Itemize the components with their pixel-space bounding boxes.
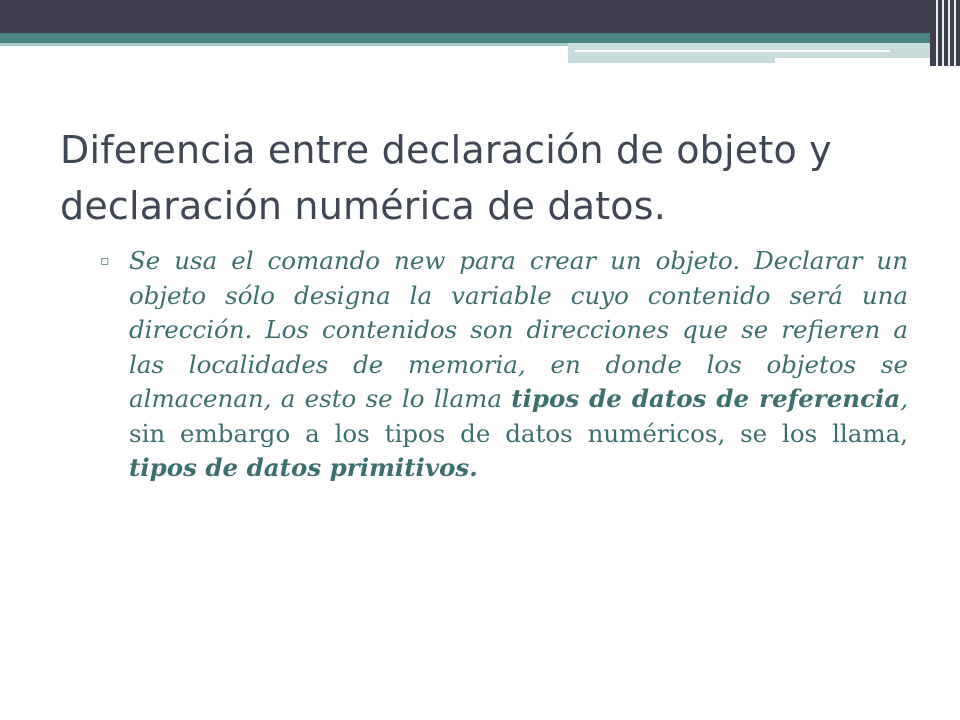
body-text-regular: sin embargo a los tipos de datos numéricos, se los llama, <box>129 418 908 448</box>
bullet-item <box>100 244 908 486</box>
emphasis-reference-types: tipos de datos de referencia <box>511 384 901 413</box>
body-text-italic: Se usa el comando new para crear un objeto. Declarar un objeto sólo designa la variable cuyo contenido será una dirección. Los contenidos son direcciones que se refieren a las localidades de memoria, en donde los objetos se almacenan, a esto se lo llama <box>129 246 908 413</box>
emphasis-primitive-types: tipos de datos primitivos. <box>129 453 478 482</box>
header-tab-line <box>575 50 890 52</box>
bullet-marker-icon: ▫ <box>100 253 110 269</box>
bullet-list <box>100 244 908 486</box>
accent-stripe <box>0 33 960 43</box>
corner-stripes <box>930 0 960 66</box>
header-tab-notch <box>775 58 940 64</box>
header-bar <box>0 0 960 33</box>
body-text-comma: , <box>900 384 908 413</box>
slide-title: Diferencia entre declaración de objeto y declaración numérica de datos. <box>60 128 832 228</box>
accent-stripe-light <box>0 43 570 46</box>
